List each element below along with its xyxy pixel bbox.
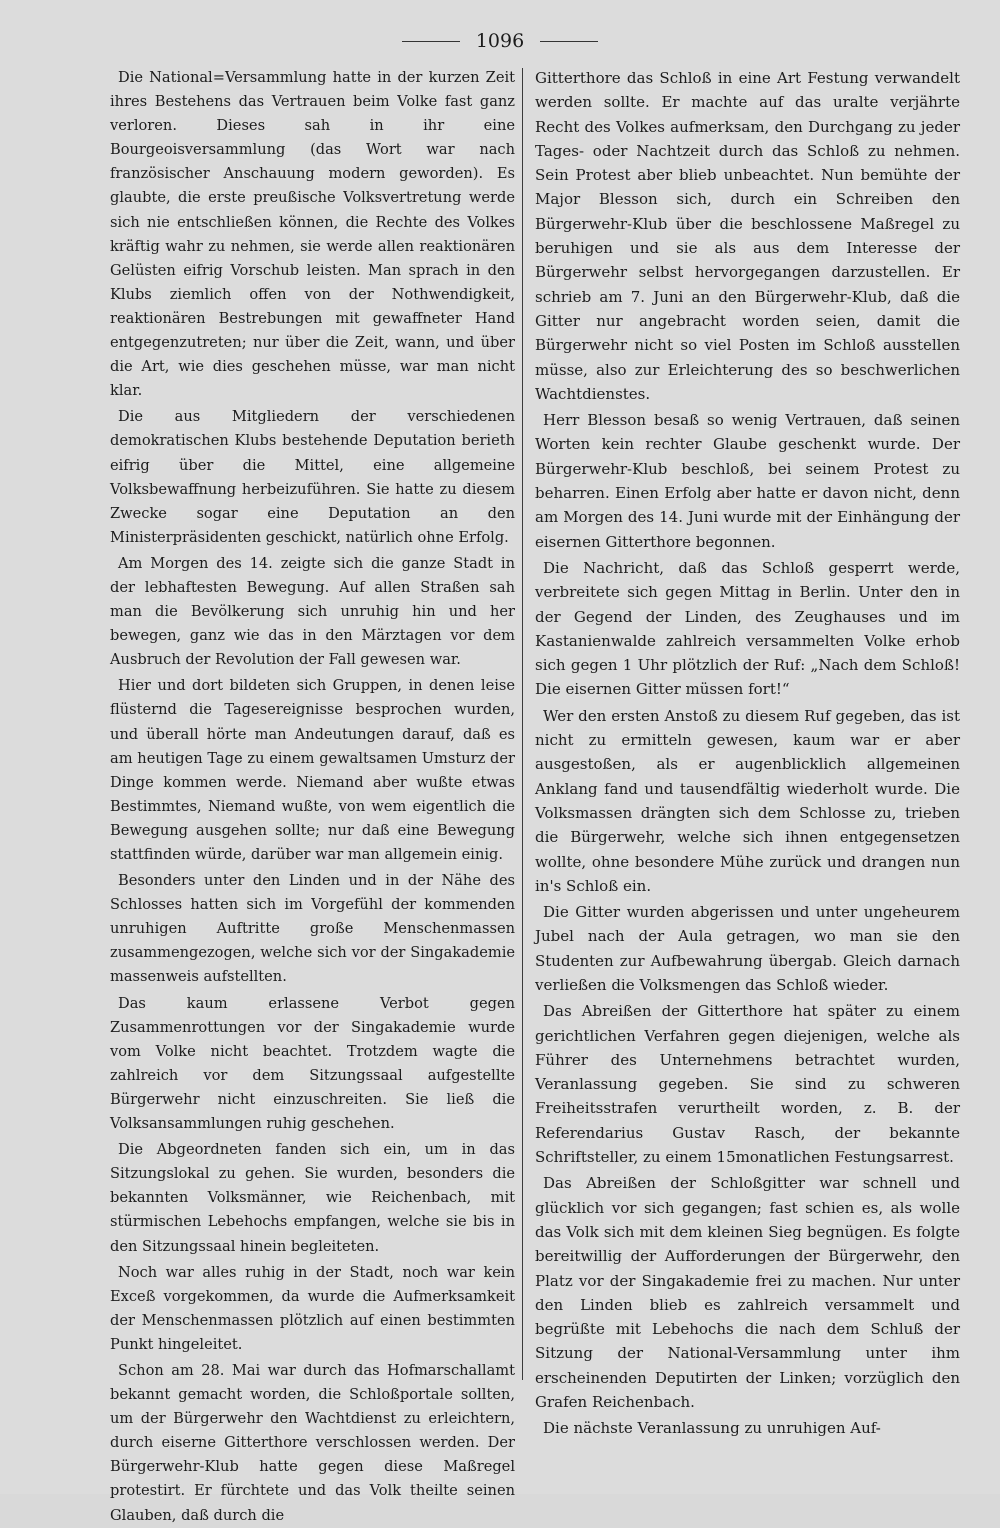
paragraph: Die Abgeordneten fanden sich ein, um in das Sitzungslokal zu gehen. Sie wurden, besonders die bekannten Volksmänner, wie Reichenbach, mit stürmischen Lebehochs empfangen, welche sie bis in den Sitzungssaal hinein begleiteten. xyxy=(110,1141,515,1255)
paragraph: Die Gitter wurden abgerissen und unter ungeheurem Jubel nach der Aula getragen, wo man sie den Studenten zur Aufbewahrung übergab. Gleich darnach verließen die Volksmengen das Schloß wieder. xyxy=(535,903,960,994)
paragraph: Die aus Mitgliedern der verschiedenen demokratischen Klubs bestehende Deputation berieth eifrig über die Mittel, eine allgemeine Volksbewaffnung herbeizuführen. Sie hatte zu diesem Zwecke sogar eine Deputation an den Ministerpräsidenten geschickt, natürlich ohne Erfolg. xyxy=(110,408,515,546)
paragraph: Das kaum erlassene Verbot gegen Zusammenrottungen vor der Singakademie wurde vom Volke nicht beachtet. Trotzdem wagte die zahlreich vor dem Sitzungssaal aufgestellte Bürgerwehr nicht einzuschreiten. Sie ließ die Volksansammlungen ruhig geschehen. xyxy=(110,994,515,1133)
page-number: 1096 xyxy=(475,30,525,52)
paragraph: Herr Blesson besaß so wenig Vertrauen, daß seinen Worten kein rechter Glaube geschenkt wurde. Der Bürgerwehr-Klub beschloß, bei seinem Protest zu beharren. Einen Erfolg aber hatte er davon nicht, denn am Morgen des 14. Juni wurde mit der Einhängung der eisernen Gitterthore begonnen. xyxy=(535,411,960,551)
right-column xyxy=(535,66,960,1441)
paragraph: Wer den ersten Anstoß zu diesem Ruf gegeben, das ist nicht zu ermitteln gewesen, kaum war er aber ausgestoßen, als er augenblicklich allgemeinen Anklang fand und tausendfältig wiederholt wurde. Die Volksmassen drängten sich dem Schlosse zu, trieben die Bürgerwehr, welche sich ihnen entgegensetzen wollte, ohne besondere Mühe zurück und drangen nun in's Schloß ein. xyxy=(535,706,960,895)
paragraph: Schon am 28. Mai war durch das Hofmarschallamt bekannt gemacht worden, die Schloßportale sollten, um der Bürgerwehr den Wachtdienst zu erleichtern, durch eiserne Gitterthore verschlossen werden. Der Bürgerwehr-Klub hatte gegen diese Maßregel protestirt. Er fürchtete und das Volk theilte seinen Glauben, daß durch die xyxy=(110,1361,515,1524)
paragraph: Besonders unter den Linden und in der Nähe des Schlosses hatten sich im Vorgefühl der kommenden unruhigen Auftritte große Menschenmassen zusammengezogen, welche sich vor der Singakademie massenweis aufstellten. xyxy=(110,872,515,986)
left-column xyxy=(110,66,515,1528)
paragraph: Die nächste Veranlassung zu unruhigen Auf- xyxy=(543,1419,881,1438)
paragraph: Das Abreißen der Gitterthore hat später zu einem gerichtlichen Verfahren gegen diejenigen, welche als Führer des Unternehmens betrachtet wurden, Veranlassung gegeben. Sie sind zu schweren Freiheitsstrafen verurtheilt worden, z. B. der Referendarius Gustav Rasch, der bekannte Schriftsteller, zu einem 15monatlichen Festungsarrest. xyxy=(535,1002,960,1167)
page-header xyxy=(0,26,1000,56)
column-divider xyxy=(522,68,523,1380)
paragraph: Gitterthore das Schloß in eine Art Festung verwandelt werden sollte. Er machte auf das uralte verjährte Recht des Volkes aufmerksam, den Durchgang zu jeder Tages- oder Nachtzeit durch das Schloß zu nehmen. Sein Protest aber blieb unbeachtet. Nun bemühte der Major Blesson sich, durch ein Schreiben den Bürgerwehr-Klub über die beschlossene Maßregel zu beruhigen und sie als aus dem Interesse der Bürgerwehr selbst hervorgegangen darzustellen. Er schrieb am 7. Juni an den Bürgerwehr-Klub, daß die Gitter nur angebracht worden seien, damit die Bürgerwehr nicht so viel Posten im Schloß ausstellen müsse, also zur Erleichterung des so beschwerlichen Wachtdienstes. xyxy=(535,69,960,403)
paragraph: Die Nachricht, daß das Schloß gesperrt werde, verbreitete sich gegen Mittag in Berlin. Unter den in der Gegend der Linden, des Zeughauses und im Kastanienwalde zahlreich versammelten Volke erhob sich gegen 1 Uhr plötzlich der Ruf: „Nach dem Schloß! Die eisernen Gitter müssen fort!“ xyxy=(535,558,960,699)
paragraph: Die National=Versammlung hatte in der kurzen Zeit ihres Bestehens das Vertrauen beim Volke fast ganz verloren. Dieses sah in ihr eine Bourgeoisversammlung (das Wort war nach französischer Anschauung modern geworden). Es glaubte, die erste preußische Volksvertretung werde sich nie entschließen können, die Rechte des Volkes kräftig wahr zu nehmen, sie werde allen reaktionären Gelüsten eifrig Vorschub leisten. Man sprach in den Klubs ziemlich offen von der Nothwendigkeit, reaktionären Bestrebungen mit gewaffneter Hand entgegenzutreten; nur über die Zeit, wann, und über die Art, wie dies geschehen müsse, war man nicht klar. xyxy=(110,69,515,400)
paragraph: Am Morgen des 14. zeigte sich die ganze Stadt in der lebhaftesten Bewegung. Auf allen Straßen sah man die Bevölkerung sich unruhig hin und her bewegen, ganz wie das in den Märztagen vor dem Ausbruch der Revolution der Fall gewesen war. xyxy=(110,554,515,669)
header-rule-left xyxy=(402,41,460,42)
header-rule-right xyxy=(540,41,598,42)
paragraph: Noch war alles ruhig in der Stadt, noch war kein Exceß vorgekommen, da wurde die Aufmerksamkeit der Menschenmassen plötzlich auf einen bestimmten Punkt hingeleitet. xyxy=(110,1263,515,1353)
paragraph: Das Abreißen der Schloßgitter war schnell und glücklich vor sich gegangen; fast schien es, als wolle das Volk sich mit dem kleinen Sieg begnügen. Es folgte bereitwillig der Aufforderungen der Bürgerwehr, den Platz vor der Singakademie frei zu machen. Nur unter den Linden blieb es zahlreich versammelt und begrüßte mit Lebehochs die nach dem Schluß der Sitzung der National-Versammlung unter ihm erscheinenden Deputirten der Linken; vorzüglich den Grafen Reichenbach. xyxy=(535,1174,960,1412)
paragraph: Hier und dort bildeten sich Gruppen, in denen leise flüsternd die Tagesereignisse besprochen wurden, und überall hörte man Andeutungen darauf, daß es am heutigen Tage zu einem gewaltsamen Umsturz der Dinge kommen werde. Niemand aber wußte etwas Bestimmtes, Niemand wußte, von wem eigentlich die Bewegung ausgehen sollte; nur daß eine Bewegung stattfinden würde, darüber war man allgemein einig. xyxy=(110,677,515,863)
